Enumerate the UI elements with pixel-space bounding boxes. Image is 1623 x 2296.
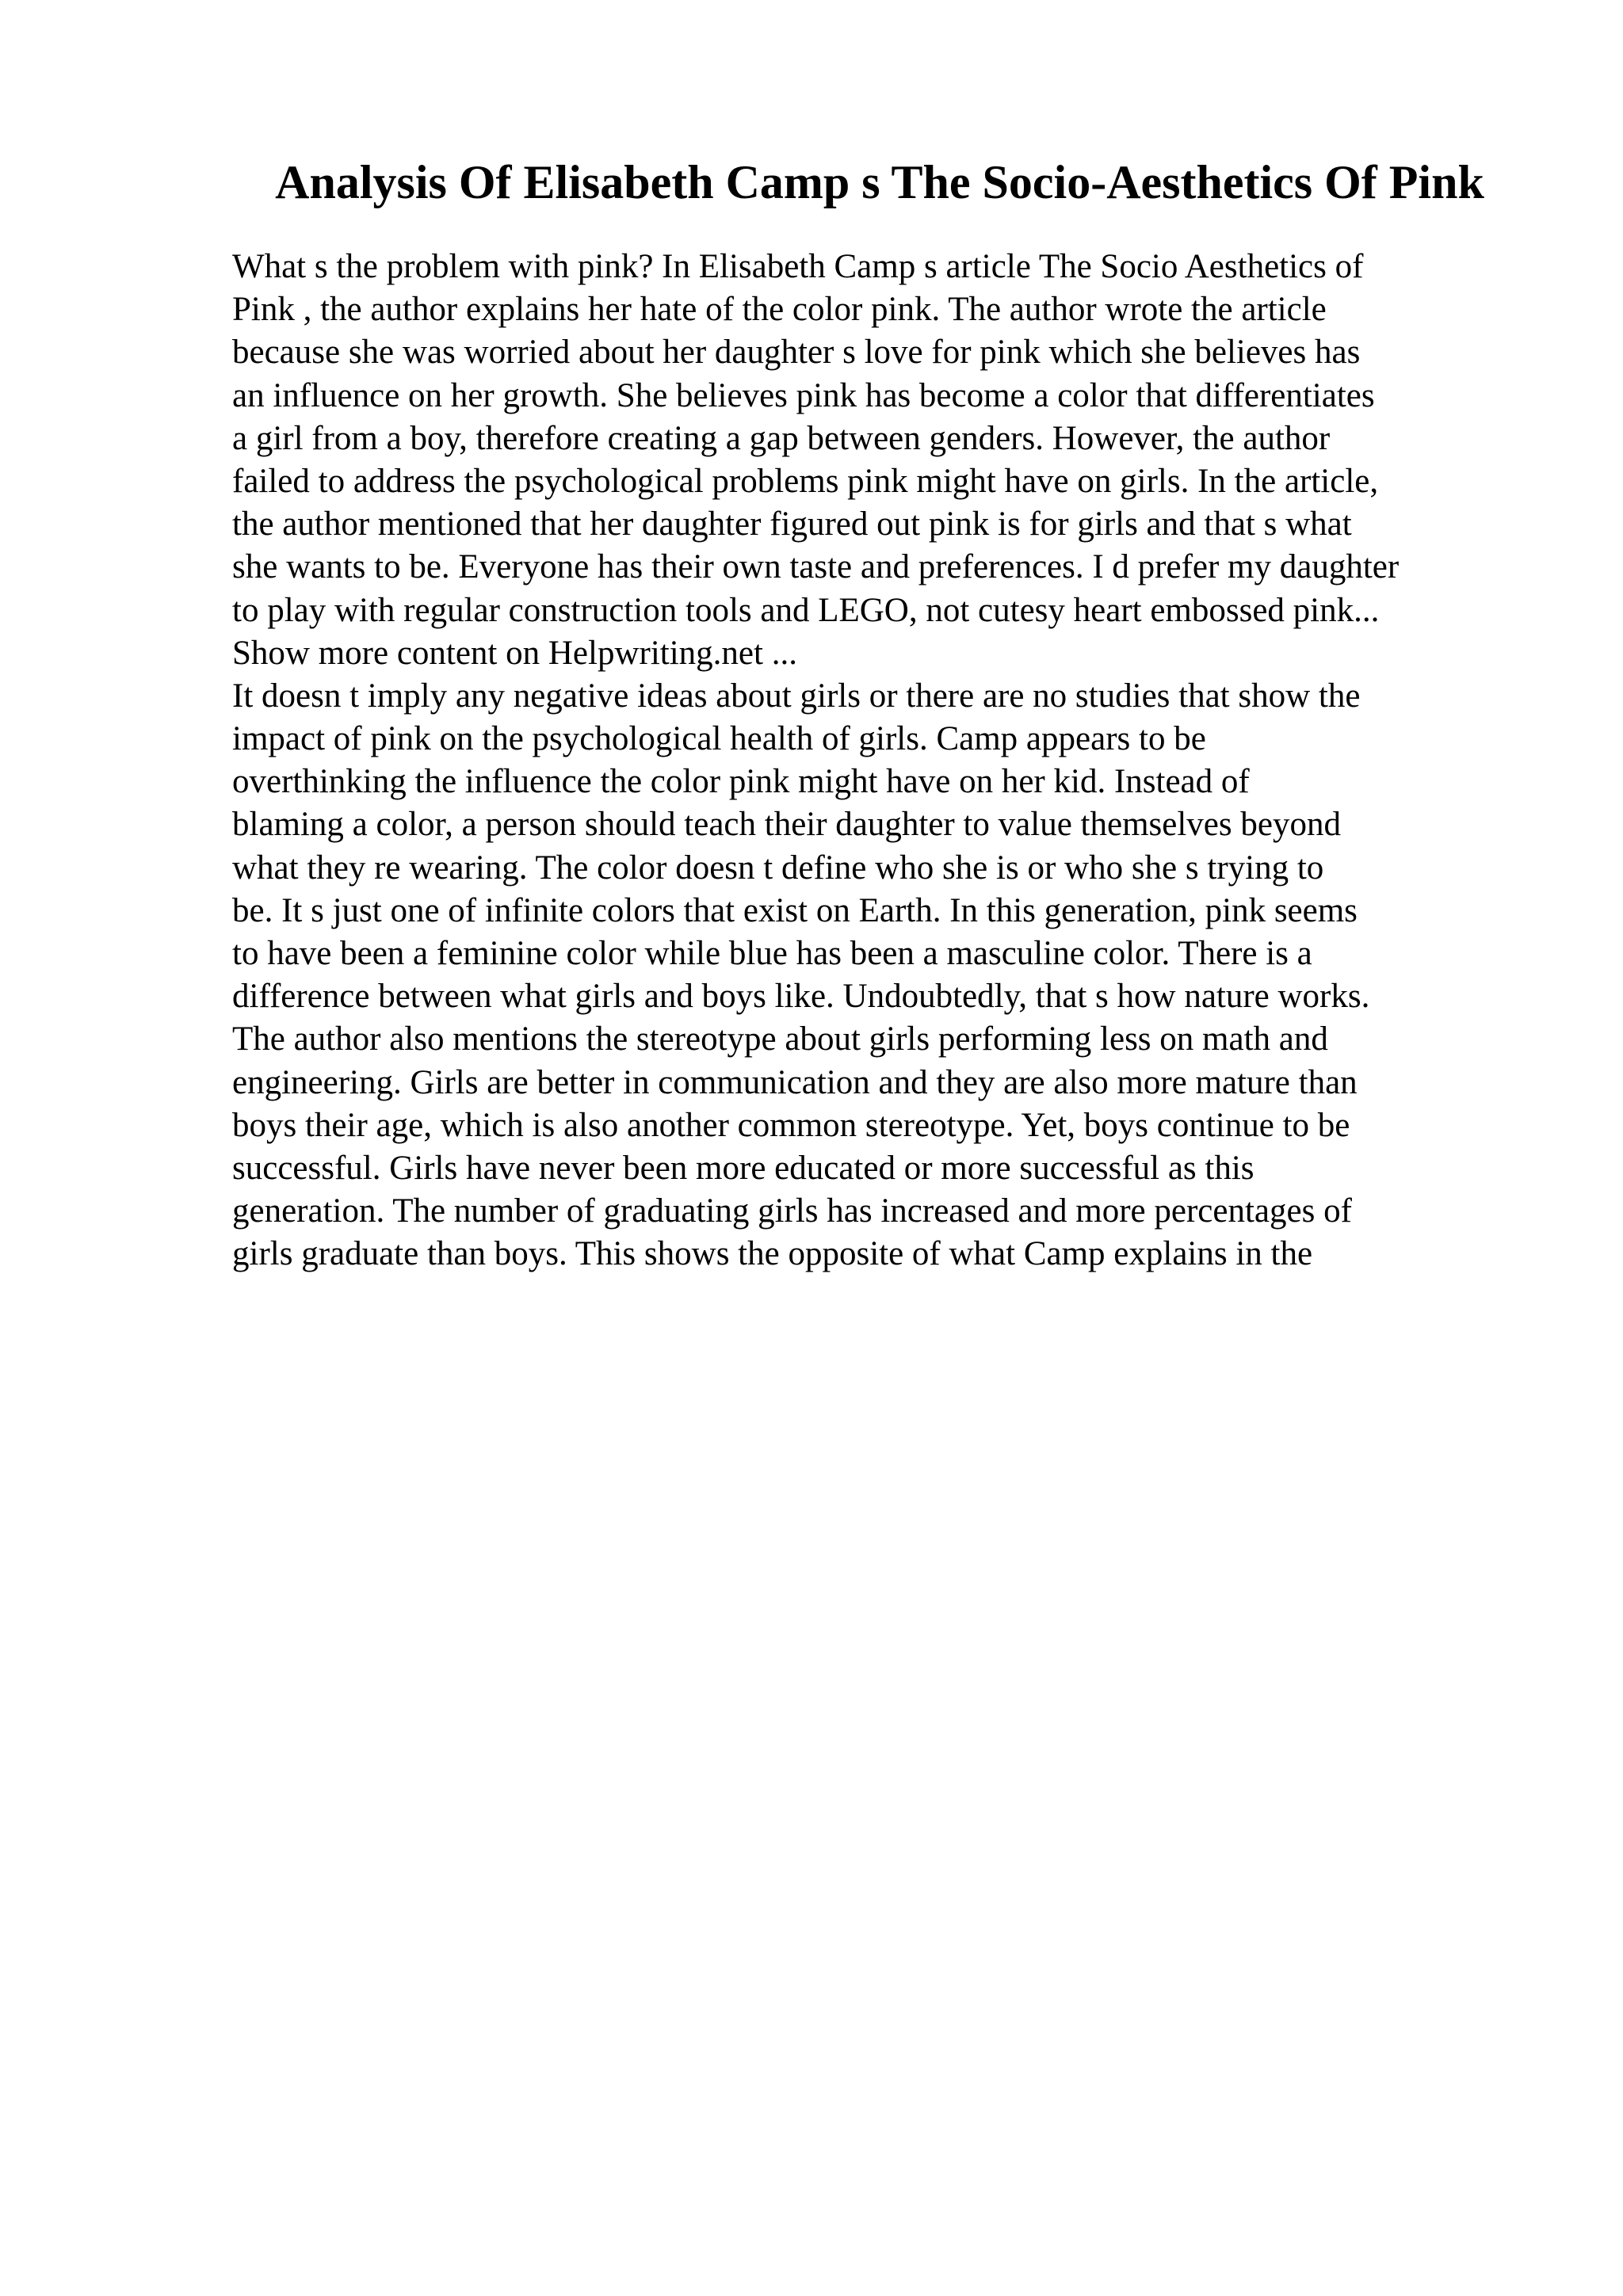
body-line: to have been a feminine color while blue has been a masculine color. There is a <box>232 935 1312 972</box>
body-line: the author mentioned that her daughter figured out pink is for girls and that s what <box>232 505 1352 543</box>
body-line: Pink , the author explains her hate of the color pink. The author wrote the article <box>232 291 1327 329</box>
body-line: successful. Girls have never been more educated or more successful as this <box>232 1149 1254 1187</box>
show-more-link[interactable]: Show more content on Helpwriting.net ... <box>232 634 797 672</box>
body-line: a girl from a boy, therefore creating a gap between genders. However, the author <box>232 419 1331 457</box>
body-line: generation. The number of graduating girls has increased and more percentages of <box>232 1192 1352 1230</box>
body-line: what they re wearing. The color doesn t define who she is or who she s trying to <box>232 849 1324 887</box>
body-line: she wants to be. Everyone has their own taste and preferences. I d prefer my daughter <box>232 548 1400 586</box>
body-line: What s the problem with pink? In Elisabeth Camp s article The Socio Aesthetics of <box>232 248 1364 285</box>
body-line: The author also mentions the stereotype about girls performing less on math and <box>232 1020 1328 1058</box>
body-line: overthinking the influence the color pink might have on her kid. Instead of <box>232 763 1250 801</box>
document-body <box>232 246 1595 1276</box>
body-line: boys their age, which is also another common stereotype. Yet, boys continue to be <box>232 1106 1350 1144</box>
body-line: difference between what girls and boys like. Undoubtedly, that s how nature works. <box>232 978 1370 1016</box>
body-line: be. It s just one of infinite colors that exist on Earth. In this generation, pink seems <box>232 891 1358 929</box>
body-line: an influence on her growth. She believes pink has become a color that differentiates <box>232 376 1375 414</box>
body-line: to play with regular construction tools and LEGO, not cutesy heart embossed pink... <box>232 591 1380 629</box>
body-line: blaming a color, a person should teach their daughter to value themselves beyond <box>232 806 1341 844</box>
body-line: impact of pink on the psychological health of girls. Camp appears to be <box>232 720 1206 758</box>
body-line: It doesn t imply any negative ideas about girls or there are no studies that show the <box>232 677 1361 715</box>
body-line: failed to address the psychological problems pink might have on girls. In the article, <box>232 462 1379 500</box>
body-line: because she was worried about her daughter s love for pink which she believes has <box>232 334 1361 372</box>
body-line: engineering. Girls are better in communication and they are also more mature than <box>232 1063 1358 1101</box>
document-title: Analysis Of Elisabeth Camp s The Socio-Aesthetics Of Pink <box>275 156 1484 208</box>
body-line: girls graduate than boys. This shows the opposite of what Camp explains in the <box>232 1235 1313 1273</box>
